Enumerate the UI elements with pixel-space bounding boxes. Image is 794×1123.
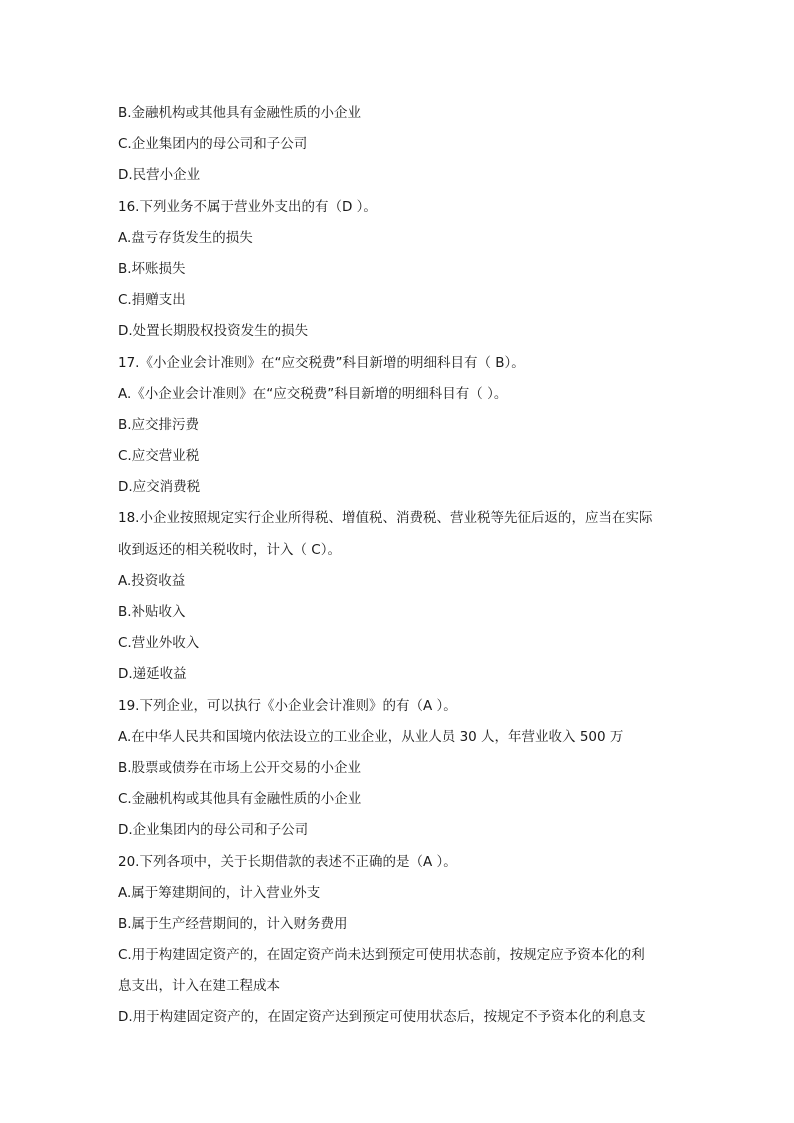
- option-line-continued: 息支出，计入在建工程成本: [118, 978, 280, 995]
- option-line: C.用于构建固定资产的，在固定资产尚未达到预定可使用状态前，按规定应予资本化的利: [118, 947, 645, 964]
- option-line: A.属于筹建期间的，计入营业外支: [118, 884, 321, 901]
- option-line: B.补贴收入: [118, 604, 186, 620]
- option-line: A.《小企业会计准则》在“应交税费”科目新增的明细科目有（ ）。: [118, 385, 508, 402]
- option-line: B.应交排污费: [118, 416, 200, 433]
- option-line: B.坏账损失: [118, 260, 186, 277]
- option-line: C.金融机构或其他具有金融性质的小企业: [118, 791, 362, 808]
- option-line: D.用于构建固定资产的，在固定资产达到预定可使用状态后，按规定不予资本化的利息支: [118, 1009, 646, 1026]
- option-line: A.盘亏存货发生的损失: [118, 229, 253, 246]
- option-line: D.处置长期股权投资发生的损失: [118, 323, 309, 340]
- option-line: D.递延收益: [118, 666, 187, 683]
- question-16: 16.下列业务不属于营业外支出的有（D ）。: [118, 198, 377, 215]
- question-17: 17.《小企业会计准则》在“应交税费”科目新增的明细科目有（ B）。: [118, 354, 525, 371]
- option-line: B.属于生产经营期间的，计入财务费用: [118, 915, 348, 932]
- option-line: C.营业外收入: [118, 635, 200, 652]
- option-line: C.捐赠支出: [118, 292, 186, 309]
- question-18-continued: 收到返还的相关税收时，计入（ C）。: [118, 541, 341, 558]
- option-line: B.金融机构或其他具有金融性质的小企业: [118, 105, 362, 121]
- question-19: 19.下列企业，可以执行《小企业会计准则》的有（A ）。: [118, 697, 457, 714]
- option-line: D.民营小企业: [118, 167, 201, 184]
- option-line: D.应交消费税: [118, 479, 201, 496]
- option-line: C.应交营业税: [118, 448, 200, 465]
- question-20: 20.下列各项中，关于长期借款的表述不正确的是（A ）。: [118, 853, 457, 870]
- option-line: C.企业集团内的母公司和子公司: [118, 136, 308, 153]
- option-line: D.企业集团内的母公司和子公司: [118, 822, 309, 839]
- question-18: 18.小企业按照规定实行企业所得税、增值税、消费税、营业税等先征后返的，应当在实际: [118, 510, 653, 527]
- option-line: B.股票或债券在市场上公开交易的小企业: [118, 759, 362, 776]
- option-line: A.在中华人民共和国境内依法设立的工业企业，从业人员 30 人，年营业收入 500 万: [118, 728, 624, 745]
- option-line: A.投资收益: [118, 572, 186, 589]
- document-body: [118, 98, 678, 1034]
